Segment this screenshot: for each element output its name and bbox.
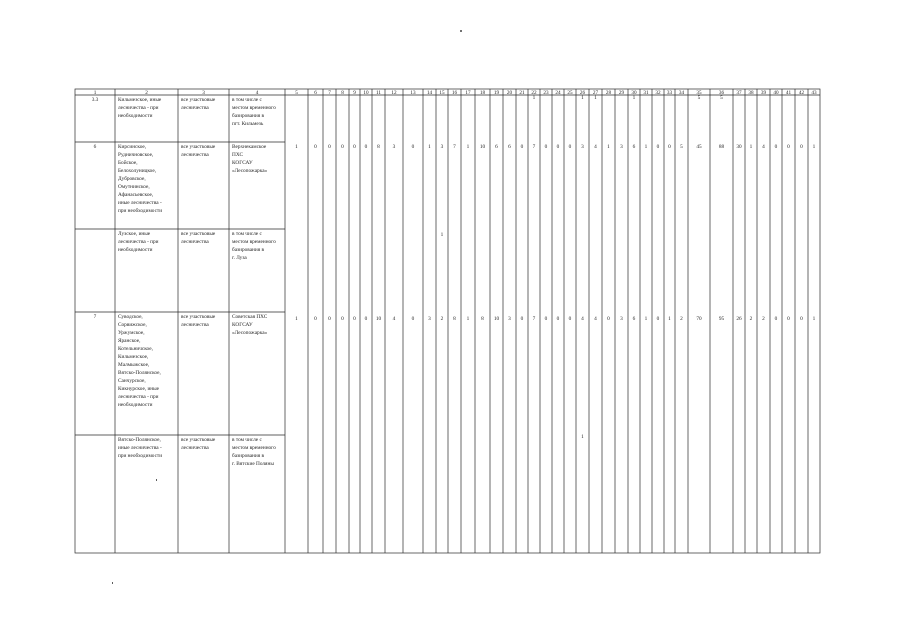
column-header: 31	[643, 89, 649, 96]
column-header: 1	[93, 89, 97, 96]
fire-station-line: г. Луза	[232, 255, 247, 261]
value-cell: 8	[377, 144, 380, 150]
value-cell: 0	[544, 316, 548, 322]
column-header: 12	[391, 89, 397, 96]
column-header: 17	[465, 89, 471, 96]
fire-station-line: в том числе с	[232, 97, 262, 103]
value-cell: 4	[594, 144, 597, 150]
table-row	[118, 434, 584, 467]
forestry-list-line: Белохолуницкое,	[118, 168, 157, 174]
value-cell: 2	[762, 316, 765, 322]
forestry-list-line: лесничества - при	[118, 394, 159, 400]
table-row	[94, 314, 816, 408]
column-header: 15	[439, 89, 445, 96]
forestry-list-line: лесничества - при	[118, 105, 159, 111]
value-cell: 1	[607, 144, 610, 150]
value-cell: 0	[668, 144, 671, 150]
value-cell: 1	[532, 95, 536, 101]
value-cell: 0	[328, 144, 331, 150]
column-header: 22	[531, 89, 537, 96]
fire-station-line: КОГСАУ	[232, 160, 253, 166]
value-cell: 3	[620, 316, 623, 322]
fire-station-line: местом временного	[232, 239, 276, 245]
fire-station-line: местом временного	[232, 105, 276, 111]
column-header: 8	[341, 89, 344, 96]
value-cell: 8	[481, 316, 484, 322]
value-cell: 0	[774, 144, 778, 150]
fire-station-line: местом временного	[232, 445, 276, 451]
column-header: 26	[579, 89, 586, 96]
table-grid	[75, 89, 820, 553]
value-cell: 0	[520, 144, 524, 150]
column-header: 16	[451, 89, 458, 96]
value-cell: 0	[787, 144, 790, 150]
column-header: 28	[605, 89, 612, 96]
column-header: 29	[618, 89, 625, 96]
column-header: 41	[785, 89, 792, 96]
fire-station-line: «Лесопожарка»	[232, 168, 268, 174]
forestry-list-line: при необходимости	[118, 453, 163, 459]
forestry-list-line: иные лесничества -	[118, 200, 162, 206]
fire-station-line: г. Вятские Поляны	[232, 461, 274, 467]
value-cell: 6	[632, 316, 636, 322]
fire-station-line: базирования в	[232, 247, 264, 253]
value-cell: 3	[428, 316, 431, 322]
forestry-list-line: необходимости	[118, 247, 153, 253]
forestry-list-line: Лузское, иные	[118, 231, 151, 237]
value-cell: 45	[696, 144, 702, 150]
value-cell: 0	[544, 144, 548, 150]
forestry-list-line: Вятско-Полянское,	[118, 437, 161, 443]
column-header: 3	[202, 89, 205, 96]
column-header: 5	[295, 89, 298, 96]
value-cell: 1	[466, 316, 470, 322]
value-cell: 4	[762, 144, 765, 150]
district-forestries-line: все участковые	[181, 437, 216, 443]
forestry-list-line: Вятско-Полянское,	[118, 370, 161, 376]
column-header: 43	[811, 89, 817, 96]
value-cell: 0	[314, 144, 317, 150]
value-cell: 1	[440, 232, 444, 238]
column-header: 11	[376, 89, 381, 96]
value-cell: 4	[392, 316, 396, 322]
value-cell: 2	[680, 316, 683, 322]
forestry-list-line: Санчурское,	[118, 378, 146, 384]
value-cell: 7	[532, 144, 536, 150]
column-header: 9	[353, 89, 356, 96]
value-cell: 1	[428, 144, 431, 150]
value-cell: 1	[295, 144, 298, 150]
value-cell: 0	[364, 144, 368, 150]
column-header: 2	[145, 89, 148, 96]
value-cell: 7	[453, 144, 456, 150]
value-cell: 3	[620, 144, 623, 150]
value-cell: 0	[411, 144, 415, 150]
fire-station-line: базирования в	[232, 113, 264, 119]
value-cell: 0	[364, 316, 368, 322]
forestry-list-line: иные лесничества -	[118, 445, 162, 451]
value-cell: 3	[508, 316, 511, 322]
value-cell: 6	[632, 144, 636, 150]
forestry-list-line: Дубровское,	[118, 176, 146, 182]
forestry-list-line: Афанасьевское,	[118, 192, 154, 198]
forestry-list-line: Малмыжское,	[118, 362, 150, 368]
column-header: 32	[655, 89, 661, 96]
value-cell: 4	[594, 316, 597, 322]
forestry-list-line: Кикнурское, иные	[118, 386, 160, 392]
fire-station-line: в том числе с	[232, 231, 262, 237]
column-header: 25	[567, 89, 573, 96]
table-row	[118, 231, 444, 261]
value-cell: 0	[520, 316, 524, 322]
value-cell: 1	[295, 316, 298, 322]
value-cell: 88	[718, 144, 725, 150]
value-cell: 1	[581, 434, 584, 440]
forestry-list-line: Уржумское,	[118, 330, 145, 336]
value-cell: 0	[556, 144, 560, 150]
value-cell: 0	[341, 316, 344, 322]
value-cell: 0	[656, 316, 660, 322]
scan-speck	[156, 479, 157, 481]
column-header: 39	[760, 89, 767, 96]
column-header: 40	[773, 89, 779, 96]
fire-station-line: в том числе с	[232, 437, 262, 443]
column-header: 13	[410, 89, 416, 96]
value-cell: 0	[568, 144, 572, 150]
column-header: 21	[519, 89, 525, 96]
value-cell: 26	[736, 316, 742, 322]
column-header: 4	[255, 89, 259, 96]
value-cell: 6	[508, 144, 511, 150]
forestry-list-line: Кильмезское, иные	[118, 97, 162, 103]
value-cell: 10	[493, 316, 500, 322]
fire-station-line: ПХС	[232, 152, 243, 158]
value-cell: 0	[774, 316, 778, 322]
column-header: 14	[426, 89, 433, 96]
forestry-list-line: Кирсинское,	[118, 144, 147, 150]
value-cell: 0	[314, 316, 317, 322]
column-header: 42	[798, 89, 805, 96]
column-header: 7	[328, 89, 331, 96]
forestry-list-line: Омутнинское,	[118, 184, 150, 190]
district-forestries-line: лесничества	[181, 322, 209, 328]
value-cell: 3	[440, 144, 444, 150]
value-cell: 0	[411, 316, 415, 322]
value-cell: 7	[532, 316, 536, 322]
column-header: 30	[631, 89, 637, 96]
value-cell: 1	[644, 316, 648, 322]
value-cell: 5	[680, 144, 683, 150]
district-forestries-line: лесничества	[181, 239, 209, 245]
value-cell: 30	[736, 144, 742, 150]
column-header: 24	[555, 89, 561, 96]
value-cell: 5	[697, 95, 701, 101]
row-number: 6	[93, 144, 97, 150]
column-header: 33	[666, 89, 673, 96]
column-header: 34	[678, 89, 685, 96]
value-cell: 3	[581, 144, 584, 150]
forestry-list-line: Суводское,	[118, 314, 143, 320]
forestry-list-line: Рудничновское,	[118, 152, 154, 158]
district-forestries-line: все участковые	[181, 314, 216, 320]
forestry-list-line: необходимости	[118, 402, 153, 408]
value-cell: 1	[581, 95, 584, 101]
forestry-list-line: Бойское,	[118, 160, 138, 166]
value-cell: 3	[392, 144, 396, 150]
value-cell: 1	[812, 316, 816, 322]
forestry-list-line: необходимости	[118, 113, 153, 119]
table-row	[94, 144, 816, 214]
fire-station-line: Советская ПХС	[232, 314, 268, 320]
table-border	[75, 89, 820, 553]
scan-speck	[460, 30, 462, 32]
value-cell: 1	[466, 144, 470, 150]
value-cell: 2	[440, 316, 444, 322]
column-header: 35	[696, 89, 702, 96]
column-header: 37	[736, 89, 742, 96]
fire-station-line: КОГСАУ	[232, 322, 253, 328]
column-header: 6	[314, 89, 317, 96]
row-number: 3.3	[91, 97, 99, 103]
table-row	[92, 95, 723, 127]
value-cell: 10	[479, 144, 486, 150]
value-cell: 10	[375, 316, 382, 322]
value-cell: 2	[749, 316, 753, 322]
forestry-list-line: при необходимости	[118, 208, 163, 214]
scan-speck	[112, 582, 113, 584]
value-cell: 0	[800, 144, 803, 150]
value-cell: 8	[453, 316, 456, 322]
value-cell: 0	[656, 144, 660, 150]
district-forestries-line: все участковые	[181, 231, 216, 237]
value-cell: 0	[353, 144, 356, 150]
value-cell: 0	[787, 316, 790, 322]
forestry-list-line: Кильмезское,	[118, 354, 149, 360]
forestry-list-line: Котельничское,	[118, 346, 153, 352]
column-header: 19	[493, 89, 500, 96]
column-header: 20	[506, 89, 513, 96]
district-forestries-line: лесничества	[181, 152, 209, 158]
value-cell: 5	[720, 95, 723, 101]
value-cell: 0	[341, 144, 344, 150]
value-cell: 0	[556, 316, 560, 322]
value-cell: 95	[718, 316, 725, 322]
column-header: 27	[592, 89, 599, 96]
value-cell: 6	[495, 144, 498, 150]
forestry-list-line: Сорвижское,	[118, 322, 147, 328]
district-forestries-line: лесничества	[181, 445, 209, 451]
value-cell: 1	[644, 144, 648, 150]
value-cell: 1	[812, 144, 816, 150]
value-cell: 1	[632, 95, 636, 101]
value-cell: 4	[581, 316, 584, 322]
column-header: 23	[543, 89, 549, 96]
value-cell: 0	[353, 316, 356, 322]
district-forestries-line: все участковые	[181, 144, 216, 150]
column-header: 18	[479, 89, 486, 96]
value-cell: 0	[800, 316, 803, 322]
fire-station-line: Верхнекамское	[232, 144, 267, 150]
value-cell: 0	[568, 316, 572, 322]
value-cell: 0	[607, 316, 610, 322]
value-cell: 1	[594, 95, 597, 101]
value-cell: 1	[668, 316, 671, 322]
forestry-list-line: лесничества - при	[118, 239, 159, 245]
column-header: 10	[363, 89, 369, 96]
value-cell: 70	[696, 316, 702, 322]
fire-station-line: пгт. Кильмезь	[232, 121, 264, 127]
column-header: 38	[748, 89, 754, 96]
column-header: 36	[718, 89, 725, 96]
district-forestries-line: лесничества	[181, 105, 209, 111]
fire-station-line: «Лесопожарка»	[232, 330, 268, 336]
forestry-list-line: Яранское,	[118, 338, 141, 344]
value-cell: 0	[328, 316, 331, 322]
district-forestries-line: все участковые	[181, 97, 216, 103]
fire-station-line: базирования в	[232, 453, 264, 459]
value-cell: 1	[749, 144, 753, 150]
row-number: 7	[93, 314, 97, 320]
